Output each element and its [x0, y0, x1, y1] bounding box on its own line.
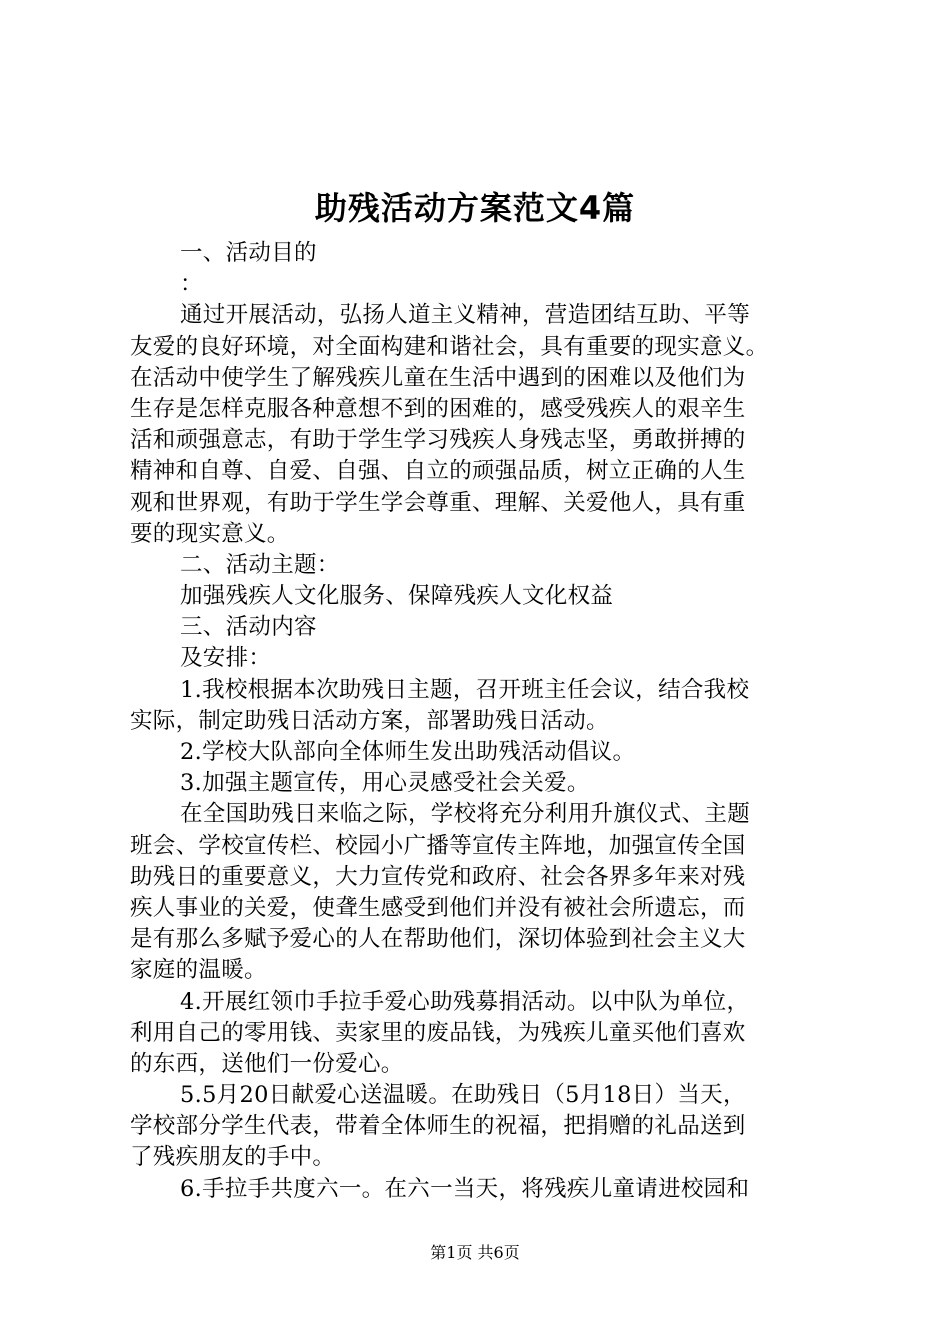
- body-line: 是有那么多赋予爱心的人在帮助他们，深切体验到社会主义大: [130, 926, 746, 953]
- body-line: 学校部分学生代表，带着全体师生的祝福，把捐赠的礼品送到: [130, 1113, 746, 1140]
- body-line: 利用自己的零用钱、卖家里的废品钱，为残疾儿童买他们喜欢: [130, 1019, 746, 1046]
- body-line: 6.手拉手共度六一。在六一当天，将残疾儿童请进校园和: [180, 1175, 750, 1202]
- body-line: 三、活动内容: [180, 614, 317, 641]
- body-line: 在活动中使学生了解残疾儿童在生活中遇到的困难以及他们为: [130, 364, 746, 391]
- body-line: 一、活动目的: [180, 240, 317, 266]
- body-line: 的东西，送他们一份爱心。: [130, 1050, 404, 1077]
- body-line: 及安排：: [180, 645, 272, 672]
- body-line: 通过开展活动，弘扬人道主义精神，营造团结互助、平等: [180, 302, 751, 329]
- body-line: 助残日的重要意义，大力宣传党和政府、社会各界多年来对残: [130, 863, 746, 890]
- body-line: 4.开展红领巾手拉手爱心助残募捐活动。以中队为单位，: [180, 988, 750, 1015]
- body-line: 观和世界观，有助于学生学会尊重、理解、关爱他人，具有重: [130, 489, 746, 516]
- body-line: 生存是怎样克服各种意想不到的困难的，感受残疾人的艰辛生: [130, 395, 746, 422]
- body-line: 3.加强主题宣传，用心灵感受社会关爱。: [180, 770, 590, 797]
- document-body: [130, 238, 836, 1205]
- body-line: 活和顽强意志，有助于学生学习残疾人身残志坚，勇敢拼搏的: [130, 427, 746, 454]
- body-line: 二、活动主题：: [180, 551, 340, 578]
- body-line: 友爱的良好环境，对全面构建和谐社会，具有重要的现实意义。: [130, 333, 769, 360]
- body-line: 5.5月20日献爱心送温暖。在助残日（5月18日）当天，: [180, 1082, 746, 1109]
- body-line: 了残疾朋友的手中。: [130, 1144, 336, 1171]
- document-title: 助残活动方案范文4篇: [314, 189, 636, 227]
- body-line: 疾人事业的关爱，使聋生感受到他们并没有被社会所遗忘，而: [130, 894, 746, 921]
- page-footer: 第1页 共6页: [430, 1243, 520, 1262]
- body-line: 实际，制定助残日活动方案，部署助残日活动。: [130, 707, 609, 734]
- body-line: 班会、学校宣传栏、校园小广播等宣传主阵地，加强宣传全国: [130, 832, 746, 859]
- body-line: ：: [180, 271, 203, 298]
- body-line: 要的现实意义。: [130, 520, 290, 547]
- body-line: 家庭的温暖。: [130, 957, 267, 984]
- body-line: 2.学校大队部向全体师生发出助残活动倡议。: [180, 739, 636, 765]
- body-line: 加强残疾人文化服务、保障残疾人文化权益: [180, 583, 614, 610]
- body-line: 1.我校根据本次助残日主题，召开班主任会议，结合我校: [180, 676, 750, 703]
- body-line: 在全国助残日来临之际，学校将充分利用升旗仪式、主题: [180, 801, 751, 828]
- body-line: 精神和自尊、自爱、自强、自立的顽强品质，树立正确的人生: [130, 458, 746, 485]
